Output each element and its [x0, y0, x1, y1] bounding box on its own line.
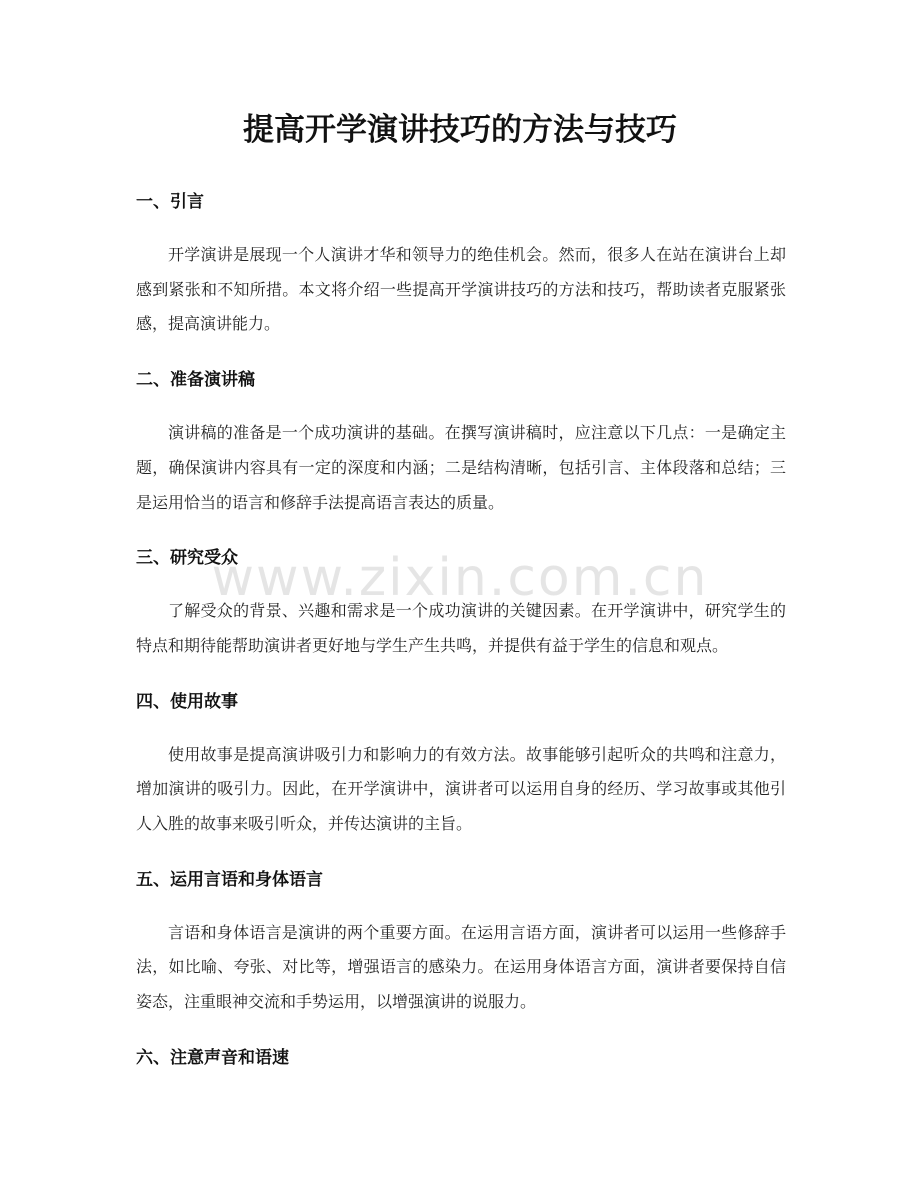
section-paragraph: 使用故事是提高演讲吸引力和影响力的有效方法。故事能够引起听众的共鸣和注意力，增加演讲的吸引力。因此，在开学演讲中，演讲者可以运用自身的经历、学习故事或其他引人入胜的故事来吸引听众，并传达演讲的主旨。 — [136, 744, 786, 834]
document-title: 提高开学演讲技巧的方法与技巧 — [243, 112, 677, 148]
section-heading: 四、使用故事 — [136, 691, 238, 712]
watermark: www.zixin.com.cn — [211, 548, 709, 608]
section-heading: 五、运用言语和身体语言 — [136, 869, 323, 890]
section-paragraph: 演讲稿的准备是一个成功演讲的基础。在撰写演讲稿时，应注意以下几点：一是确定主题，确保演讲内容具有一定的深度和内涵；二是结构清晰，包括引言、主体段落和总结；三是运用恰当的语言和修辞手法提高语言表达的质量。 — [136, 423, 786, 512]
section-paragraph: 了解受众的背景、兴趣和需求是一个成功演讲的关键因素。在开学演讲中，研究学生的特点和期待能帮助演讲者更好地与学生产生共鸣，并提供有益于学生的信息和观点。 — [136, 601, 786, 655]
document-body — [136, 184, 786, 1076]
section-heading: 六、注意声音和语速 — [136, 1047, 289, 1068]
section-prepare-speech — [136, 362, 786, 540]
section-paragraph: 开学演讲是展现一个人演讲才华和领导力的绝佳机会。然而，很多人在站在演讲台上却感到紧张和不知所措。本文将介绍一些提高开学演讲技巧的方法和技巧，帮助读者克服紧张感，提高演讲能力。 — [136, 245, 786, 334]
section-heading: 一、引言 — [136, 192, 204, 212]
section-intro — [136, 184, 786, 362]
section-voice-pace — [136, 1040, 786, 1076]
section-heading: 三、研究受众 — [136, 548, 238, 569]
section-audience — [136, 540, 786, 683]
section-paragraph: 言语和身体语言是演讲的两个重要方面。在运用言语方面，演讲者可以运用一些修辞手法，如比喻、夸张、对比等，增强语言的感染力。在运用身体语言方面，演讲者要保持自信姿态，注重眼神交流和手势运用，以增强演讲的说服力。 — [136, 922, 786, 1012]
section-stories — [136, 684, 786, 862]
section-body-language — [136, 862, 786, 1040]
section-heading: 二、准备演讲稿 — [136, 370, 255, 391]
